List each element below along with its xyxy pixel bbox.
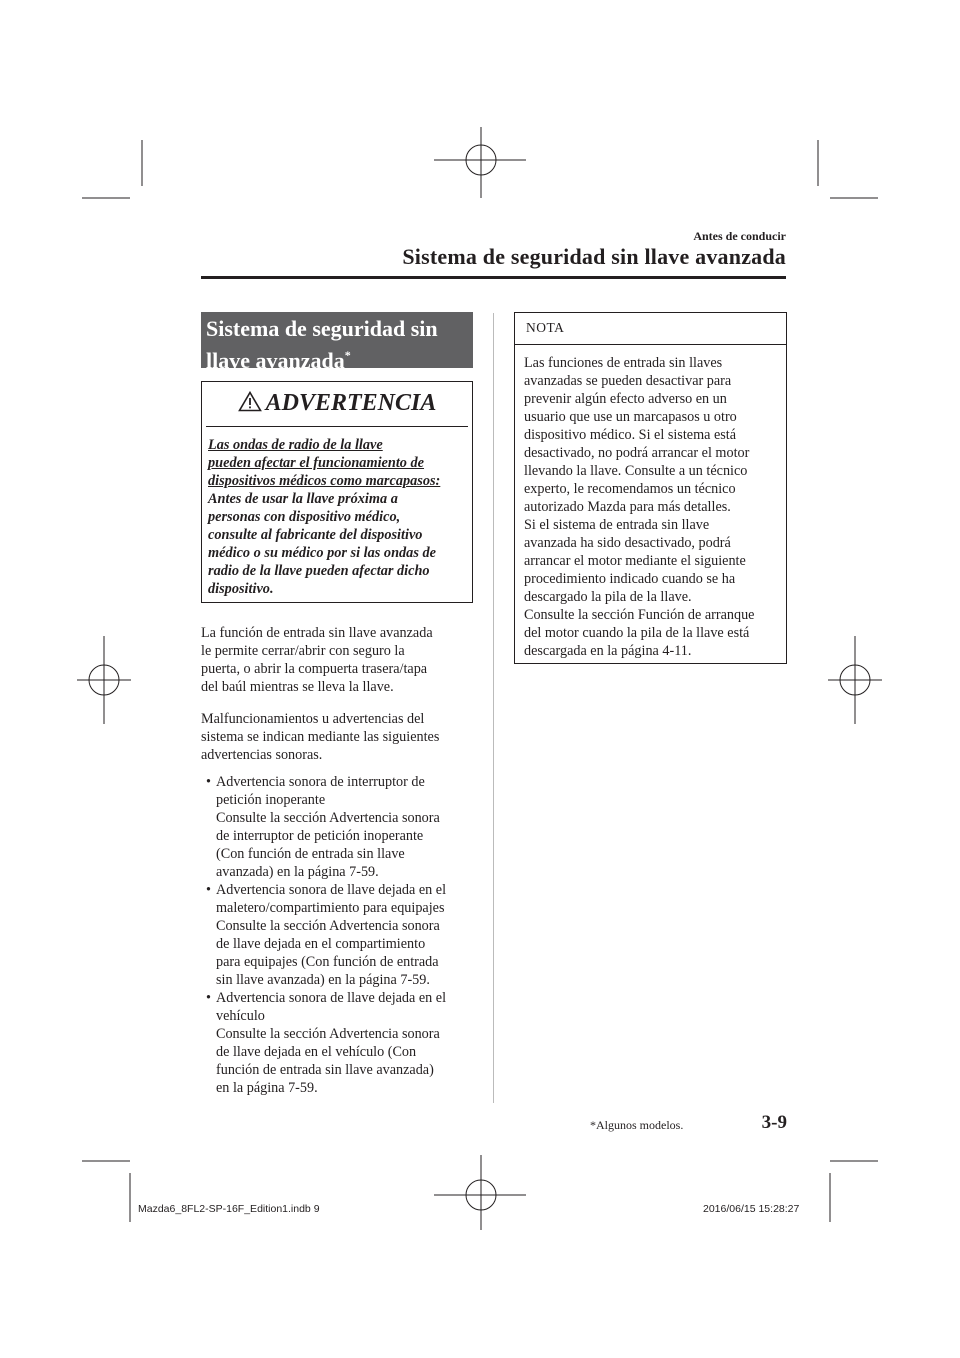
section-title-line1: Sistema de seguridad sin <box>206 316 438 341</box>
note-line: avanzadas se pueden desactivar para <box>524 373 732 389</box>
bullet-dot: • <box>206 990 211 1006</box>
list-item-title: Advertencia sonora de llave dejada en el maletero/compartimiento para equipajes <box>216 882 447 916</box>
list-item <box>201 989 477 1097</box>
warning-line: médico o su médico por si las ondas de <box>208 545 436 561</box>
text-line: sistema se indican mediante las siguientes <box>201 729 440 745</box>
note-line: descargado la pila de la llave. <box>524 589 692 605</box>
text-line: La función de entrada sin llave avanzada <box>201 625 433 641</box>
note-line: Consulte la sección Función de arranque <box>524 607 755 623</box>
note-divider <box>515 344 786 345</box>
bullet-dot: • <box>206 774 211 790</box>
file-name: Mazda6_8FL2-SP-16F_Edition1.indb 9 <box>138 1203 320 1215</box>
text-line: del baúl mientras se lleva la llave. <box>201 679 394 695</box>
note-line: procedimiento indicado cuando se ha <box>524 571 736 587</box>
column-divider <box>493 313 494 1103</box>
note-line: del motor cuando la pila de la llave está <box>524 625 750 641</box>
note-text <box>524 354 784 660</box>
warning-line: Las ondas de radio de la llave <box>208 437 383 453</box>
section-title <box>201 312 473 373</box>
warning-line: Antes de usar la llave próxima a <box>208 491 398 507</box>
warning-heading <box>202 390 472 417</box>
page-reference: Consulte la sección Advertencia sonora de interruptor de petición inoperante (Con función de entrada sin llave avanzada) en la página 7-59. <box>216 810 440 880</box>
malfunction-paragraph <box>201 710 473 764</box>
warning-text <box>208 436 470 598</box>
page-number: 3-9 <box>761 1112 787 1133</box>
text-line: Malfuncionamientos u advertencias del <box>201 711 425 727</box>
footnote: *Algunos modelos. <box>590 1118 684 1132</box>
warning-line: personas con dispositivo médico, <box>208 509 401 525</box>
page-reference: Consulte la sección Advertencia sonora de llave dejada en el compartimiento para equipajes (Con función de entrada sin llave avanzada) en la página 7-59. <box>216 918 440 988</box>
bullet-dot: • <box>206 882 211 898</box>
note-line: prevenir algún efecto adverso en un <box>524 391 727 407</box>
warning-line: pueden afectar el funcionamiento de <box>208 455 425 471</box>
warning-title: ADVERTENCIA <box>265 390 437 416</box>
section-header: Sistema de seguridad sin llave avanzada <box>402 244 786 269</box>
note-line: descargada en la página 4-11. <box>524 643 692 659</box>
note-line: arrancar el motor mediante el siguiente <box>524 553 746 569</box>
some-models-marker: * <box>344 348 351 362</box>
text-line: le permite cerrar/abrir con seguro la <box>201 643 405 659</box>
warning-line: dispositivos médicos como marcapasos: <box>208 473 441 489</box>
list-item <box>201 773 477 881</box>
note-title: NOTA <box>526 320 565 335</box>
note-line: desactivado, no podrá arrancar el motor <box>524 445 750 461</box>
warning-line: radio de la llave pueden afectar dicho <box>208 563 430 579</box>
print-timestamp: 2016/06/15 15:28:27 <box>703 1203 800 1215</box>
note-line: llevando la llave. Consulte a un técnico <box>524 463 748 479</box>
section-title-line2: llave avanzada <box>206 348 345 373</box>
warning-box <box>201 381 473 603</box>
list-item-title: Advertencia sonora de llave dejada en el vehículo <box>216 990 447 1024</box>
text-line: advertencias sonoras. <box>201 747 323 763</box>
note-line: Si el sistema de entrada sin llave <box>524 517 710 533</box>
note-line: dispositivo médico. Si el sistema está <box>524 427 737 443</box>
note-line: experto, le recomendamos un técnico <box>524 481 736 497</box>
note-line: usuario que use un marcapasos u otro <box>524 409 737 425</box>
warning-triangle-icon <box>238 391 262 412</box>
warning-list <box>201 773 477 1097</box>
text-line: puerta, o abrir la compuerta trasera/tapa <box>201 661 428 677</box>
list-item-title: Advertencia sonora de interruptor de petición inoperante <box>216 774 425 808</box>
note-line: avanzada ha sido desactivado, podrá <box>524 535 731 551</box>
warning-line: dispositivo. <box>208 581 274 597</box>
page-reference: Consulte la sección Advertencia sonora de llave dejada en el vehículo (Con función de entrada sin llave avanzada) en la página 7-59. <box>216 1026 440 1096</box>
note-line: Las funciones de entrada sin llaves <box>524 355 723 371</box>
note-box <box>514 312 787 664</box>
chapter-header: Antes de conducir <box>693 229 786 243</box>
list-item <box>201 881 477 989</box>
warning-divider <box>206 426 468 427</box>
intro-paragraph <box>201 624 473 696</box>
warning-line: consulte al fabricante del dispositivo <box>208 527 423 543</box>
note-line: autorizado Mazda para más detalles. <box>524 499 731 515</box>
header-rule <box>201 276 786 279</box>
